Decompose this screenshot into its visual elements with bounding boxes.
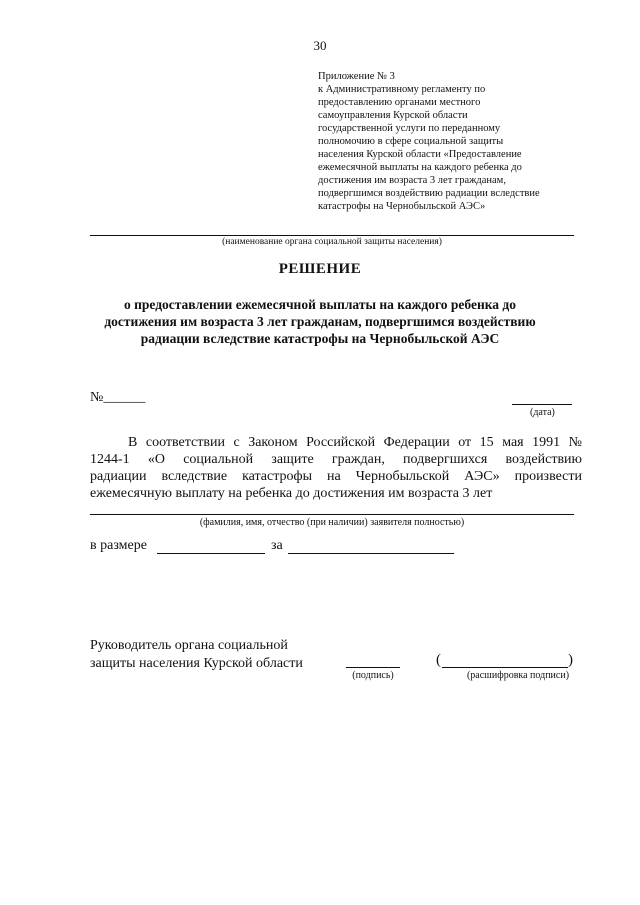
org-name-line: [90, 235, 574, 236]
decoding-caption: (расшифровка подписи): [466, 670, 570, 681]
annex-line: государственной услуги по переданному: [318, 123, 501, 134]
page-number: 30: [313, 38, 327, 53]
head-title: [90, 637, 303, 673]
annex-block: [318, 70, 588, 213]
annex-line: к Административному регламенту по: [318, 84, 486, 95]
decision-number: №______: [90, 390, 146, 405]
annex-line: самоуправления Курской области: [318, 110, 468, 121]
annex-line: предоставлению органами местного: [318, 97, 481, 108]
decision-body: [90, 434, 582, 502]
applicant-line: [90, 514, 574, 515]
period-label: за: [271, 538, 283, 553]
subtitle-line: достижения им возраста 3 лет гражданам, подвергшимся воздействию: [104, 314, 536, 329]
document-subtitle: [78, 296, 562, 347]
signature-caption: (подпись): [352, 670, 394, 681]
body-line: 1244-1 «О социальной защите граждан, подвергшихся воздействию: [90, 452, 582, 467]
annex-line: подвергшимся воздействию радиации вследствие: [318, 188, 540, 199]
date-line: [512, 404, 572, 405]
date-caption: (дата): [530, 407, 555, 418]
annex-line: Приложение № 3: [318, 71, 395, 82]
amount-label: в размере: [90, 538, 147, 553]
applicant-caption: (фамилия, имя, отчество (при наличии) заявителя полностью): [199, 517, 465, 528]
document-title: РЕШЕНИЕ: [278, 261, 362, 277]
annex-line: полномочию в сфере социальной защиты: [318, 136, 504, 147]
head-title-line: Руководитель органа социальной: [90, 638, 288, 653]
period-line: [288, 553, 454, 554]
annex-line: достижения им возраста 3 лет гражданам,: [318, 175, 506, 186]
org-name-caption: (наименование органа социальной защиты населения): [222, 237, 442, 247]
subtitle-line: о предоставлении ежемесячной выплаты на каждого ребенка до: [123, 297, 517, 312]
signature-line: [346, 667, 400, 668]
decoding-open-paren: (: [436, 652, 441, 668]
head-title-line: защиты населения Курской области: [90, 656, 303, 671]
decoding-close-paren: ): [568, 652, 573, 668]
body-line: В соответствии с Законом Российской Федерации от 15 мая 1991 №: [128, 435, 582, 450]
annex-line: ежемесячной выплаты на каждого ребенка до: [318, 162, 522, 173]
annex-line: катастрофы на Чернобыльской АЭС»: [318, 201, 486, 212]
decoding-line: [442, 667, 568, 668]
body-line: ежемесячную выплату на ребенка до достижения им возраста 3 лет: [90, 486, 493, 501]
annex-line: населения Курской области «Предоставление: [318, 149, 522, 160]
subtitle-line: радиации вследствие катастрофы на Чернобыльской АЭС: [140, 331, 500, 346]
amount-line: [157, 553, 265, 554]
body-line: радиации вследствие катастрофы на Чернобыльской АЭС» произвести: [90, 469, 582, 484]
